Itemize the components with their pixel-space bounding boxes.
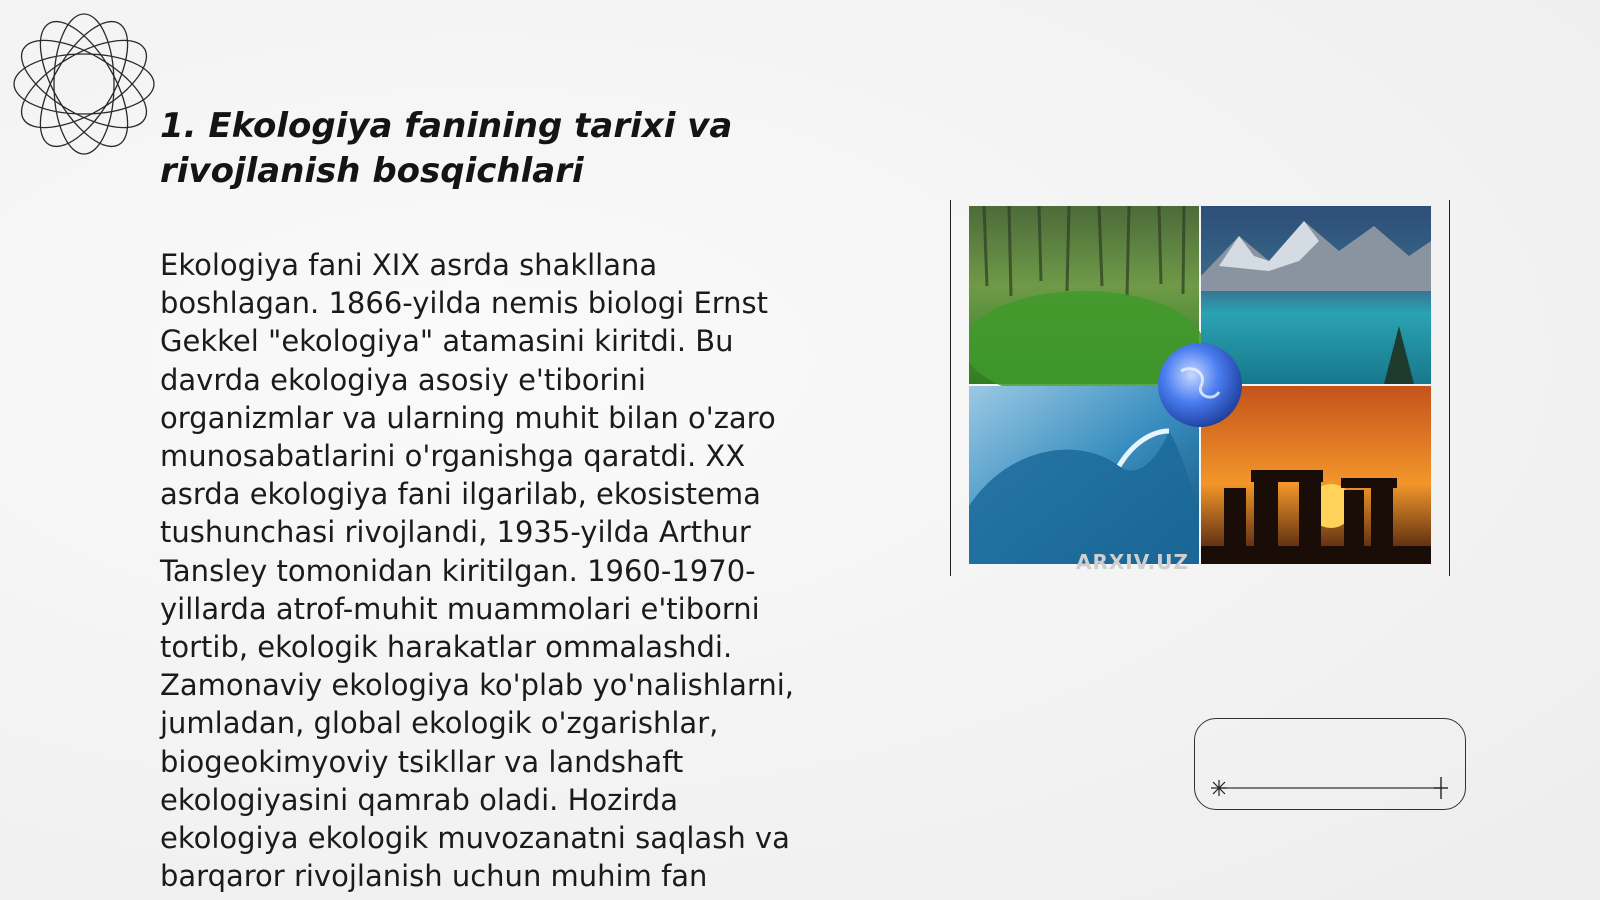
- image-watermark: ARXIV.UZ: [1076, 550, 1189, 574]
- ecology-collage-image: [969, 206, 1431, 564]
- cross-icon: [1434, 777, 1448, 799]
- slide-title: 1. Ekologiya fanining tarixi va rivojlanish bosqichlari: [160, 106, 733, 191]
- ecology-photo-frame: [950, 200, 1450, 576]
- decorative-slider-box: [1194, 718, 1466, 810]
- orbit-rings-icon: [10, 10, 158, 158]
- slide-body-text: Ekologiya fani XIX asrda shakllana boshlagan. 1866-yilda nemis biologi Ernst Gekkel "ekologiya" atamasini kiritdi. Bu davrda ekologiya asosiy e'tiborini organizmlar va ularning muhit bilan o'zaro munosabatlarini o'rganishga qaratdi. XX asrda ekologiya fani ilgarilab, ekosistema tushunchasi rivojlandi, 1935-yilda Arthur Tansley tomonidan kiritilgan. 1960-1970-yillarda atrof-muhit muammolari e'tiborni tortib, ekologik harakatlar ommalashdi. Zamonaviy ekologiya ko'plab yo'nalishlarni, jumladan, global ekologik o'zgarishlar, biogeokimyoviy tsikllar va landshaft ekologiyasini qamrab oladi. Hozirda ekologiya ekologik muvozanatni saqlash va barqaror rivojlanish uchun muhim fan: [160, 248, 795, 894]
- slider-track: [1195, 719, 1467, 811]
- sparkle-icon: [1211, 780, 1227, 796]
